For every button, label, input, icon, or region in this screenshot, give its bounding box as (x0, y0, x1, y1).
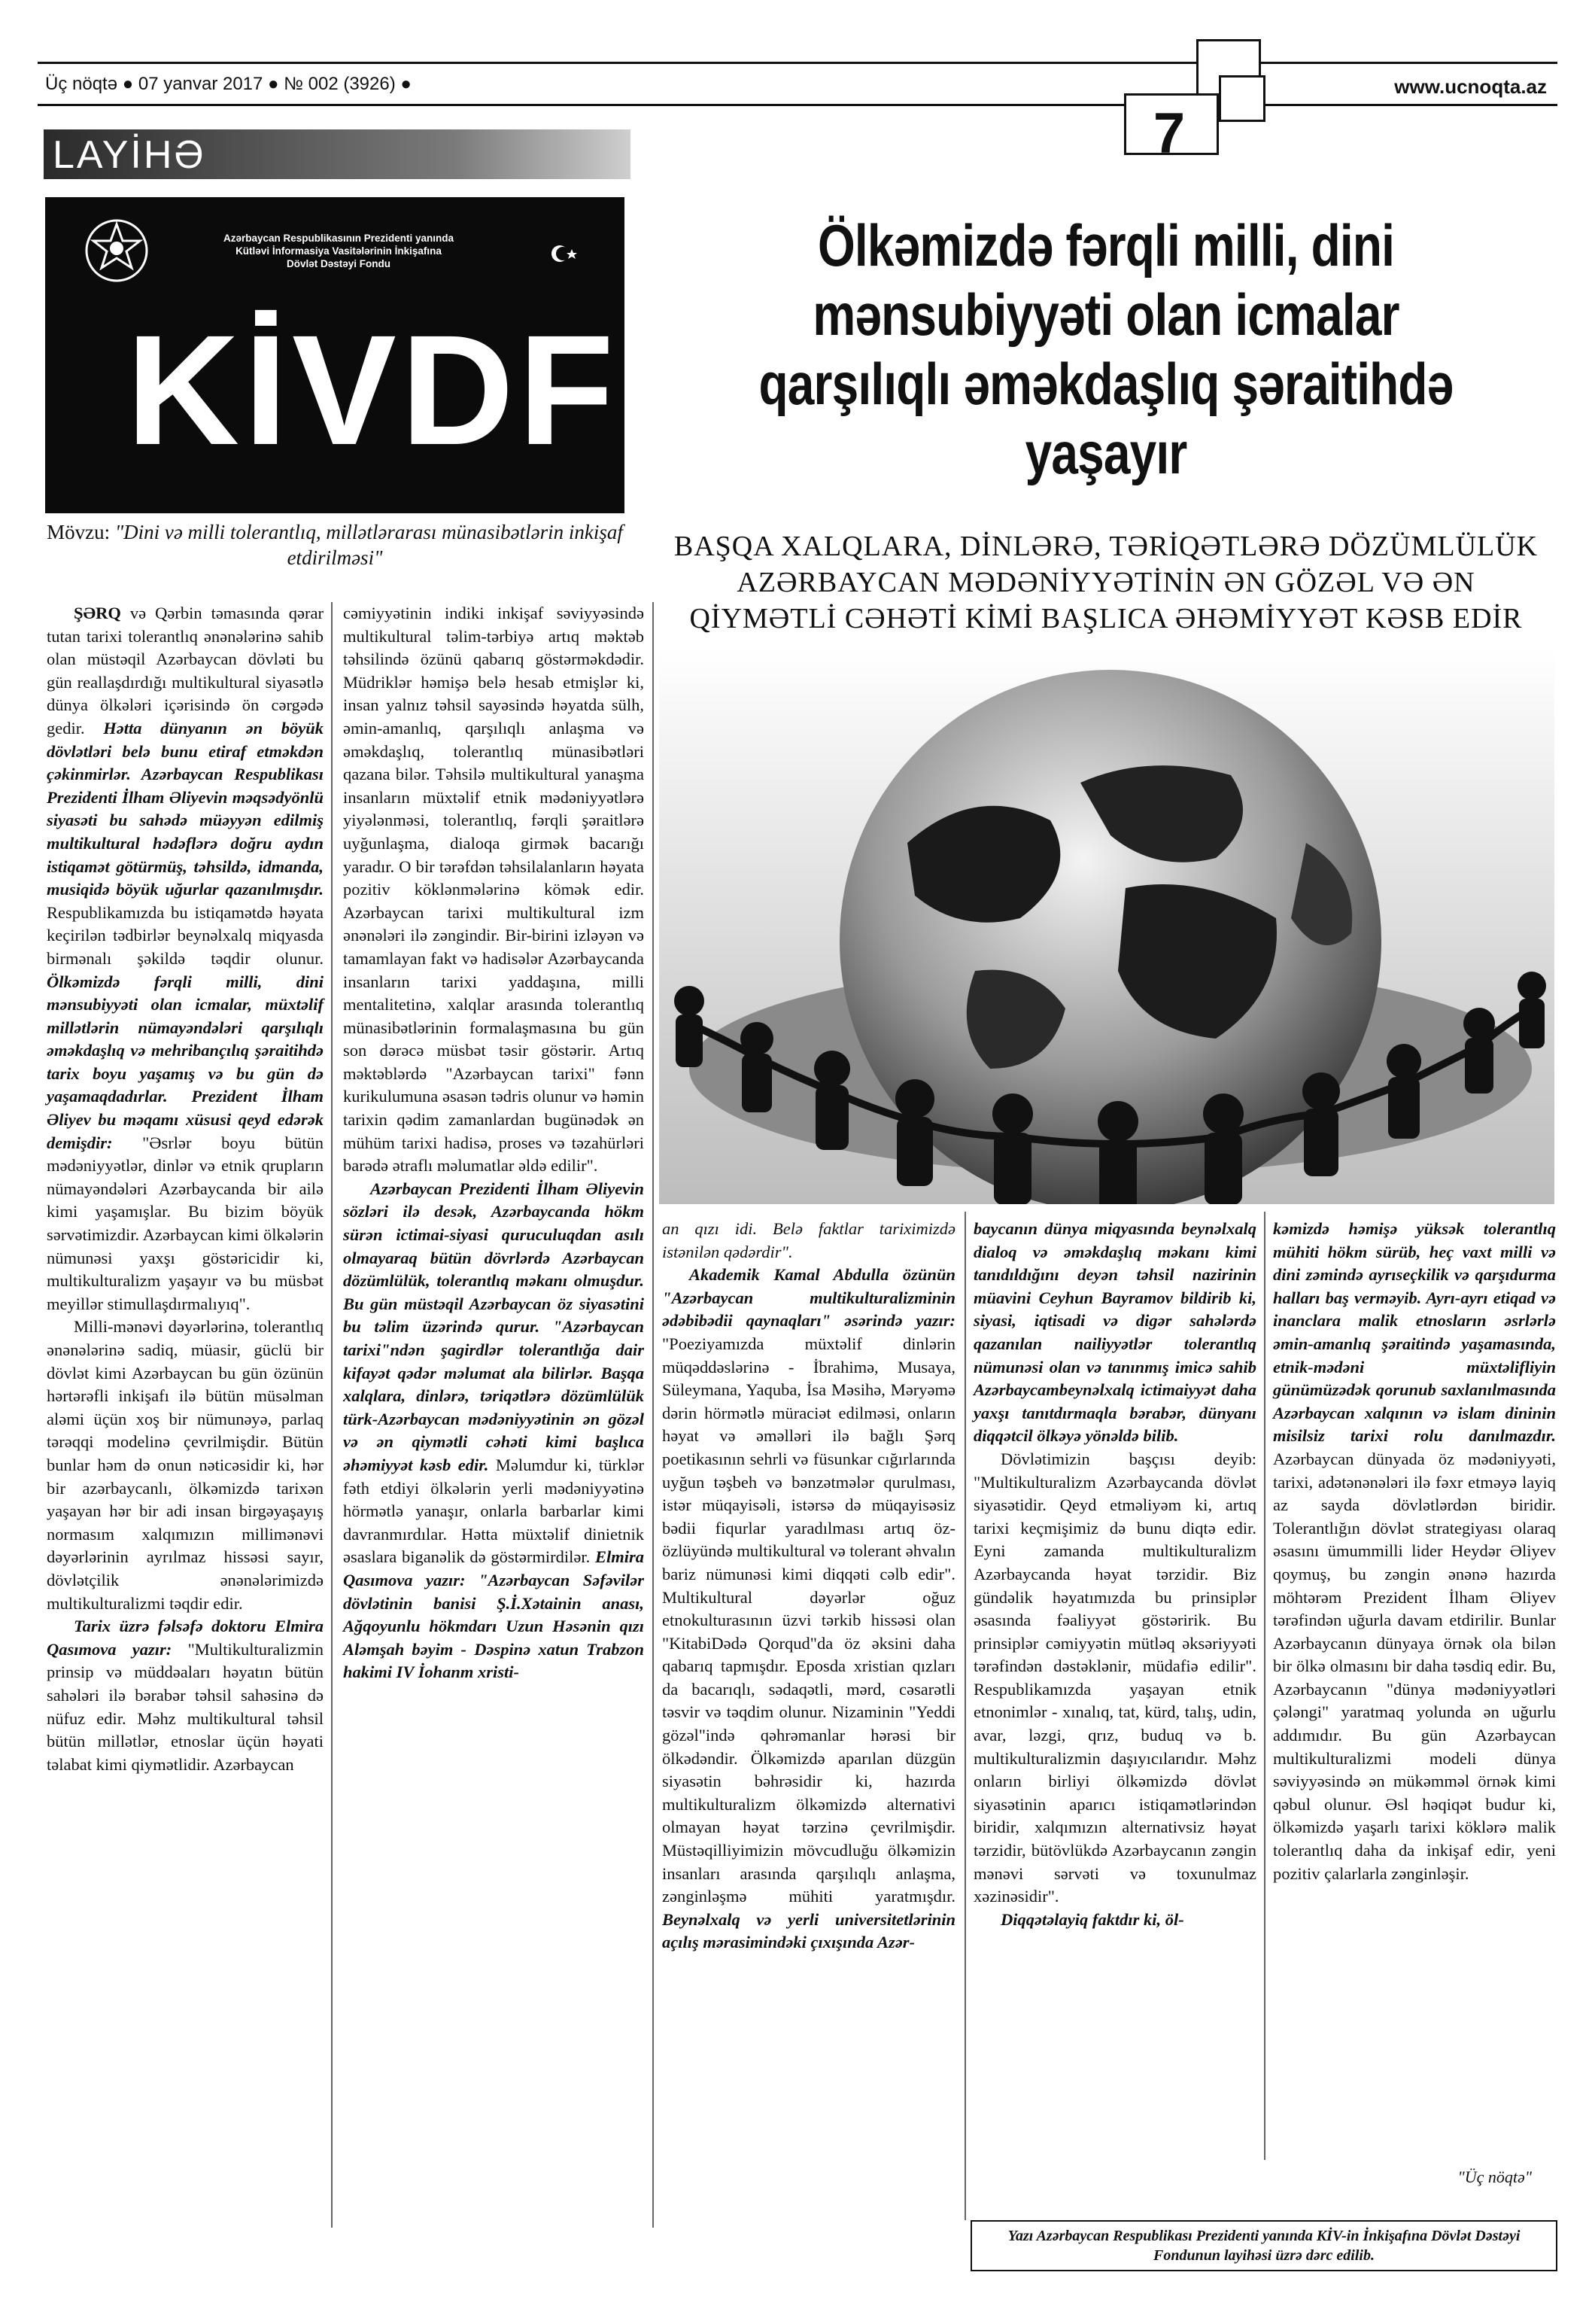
issue-number: № 002 (3926) (284, 74, 396, 94)
article-column-1 (47, 602, 324, 1776)
logo-org-line: Dövlət Dəstəyi Fondu (286, 258, 391, 269)
article-paragraph (47, 1316, 324, 1615)
masthead-line (45, 74, 412, 95)
text-run: Respublikamızda bu istiqamətdə həyata keçirilən tədbirlər beynəlxalq miqyasda birmənalı şəkildə təqdir olunur. (47, 902, 324, 968)
article-paragraph (47, 1615, 324, 1776)
text-run: Ölkəmizdə fərqli milli, dini mənsubiyyəti olan icmalar, müxtəlif millətlərin nümayəndələri qarşılıqlı əməkdaşlıq və mehribançılıq şəraitihdə tarix boyu yaşamış və bu gün də yaşamaqdadırlar. Prezident İlham Əliyev bu məqamı xüsusi qeyd edərək demişdir: (47, 972, 324, 1152)
article-column-4 (974, 1218, 1256, 1931)
text-run: baycanın dünya miqyasında beynəlxalq dialoq və əməkdaşlıq məkanı kimi tanıdıldığını deyən təhsil nazirinin müavini Ceyhun Bayramov bildirib ki, siyasi, iqtisadi və digər sahələrdə qazanılan nailiyyətlər tolerantlıq nümunəsi olan və tanınmış imicə sahib Azərbaycambeynəlxalq ictimaiyyət daha yaxşı tanıtdırmaqla bərabər, dünyanı diqqətcil ölkəyə yönəldə bilib. (974, 1219, 1256, 1446)
article-paragraph (974, 1909, 1256, 1932)
article-paragraph (47, 602, 324, 1316)
text-run: "Multikulturalizmin prinsip və müddəaları həyatın bütün sahələri ilə bərabər təhsil sahəsinə də nüfuz edir. Məhz multikultural təhsil bütün millətlər, etnoslar üçün həyati təlabat kimi qiymətlidir. Azərbaycan (47, 1639, 324, 1774)
text-run: Dövlətimizin başçısı deyib: "Multikulturalizm Azərbaycanda dövlət siyasətidir. Qeyd etməliyəm ki, artıq tarixi keçmişimiz də bunu diqtə edir. Eyni zamanda multikulturalizm Azərbaycanda həyat tərzidir. Biz gündəlik həyatımızda bu prinsiplər əsasında fəaliyyət göstəririk. Bu prinsiplər cəmiyyətin mütləq əksəriyyəti tərəfindən dəstəklənir, müdafiə edilir". Respublikamızda yaşayan etnik etnonimlər - xınalıq, tat, kürd, talış, udin, avar, ləzgi, qrız, buduq və b. multikulturalizmin daşıyıcılarıdır. Məhz onların birliyi ölkəmizdə dövlət siyasətinin aparıcı istiqamətlərindən biridir, xalqımızın alternativsiz həyat tərzidir, bütövlükdə Azərbaycanın zəngin mənəvi sərvəti və toxunulmaz xəzinəsidir". (974, 1449, 1256, 1906)
text-run: Beynəlxalq və yerli universitetlərinin açılış mərasimindəki çıxışında Azər- (662, 1909, 956, 1952)
globe-people-photo (659, 647, 1554, 1204)
column-divider (1264, 1212, 1265, 2160)
article-column-3 (662, 1218, 956, 1954)
article-paragraph (662, 1264, 956, 1954)
author-credit: "Üç nöqtə" (1457, 2167, 1532, 2186)
text-run: Tarix üzrə fəlsəfə doktoru Elmira Qasımova yazır: (47, 1617, 324, 1659)
column-divider (652, 602, 654, 2228)
article-paragraph (1273, 1218, 1556, 1885)
text-run: "Poeziyamızda müxtəlif dinlərin müqəddəslərinə - İbrahimə, Musaya, Süleymana, Yaquba, İsa Məsihə, Məryəmə dərin hörmətlə müraciət edilməsi, onların həyat və əməlləri ilə bağlı Şərq poetikasının sehrli və füsunkar cığırlarında uyğun təşbeh və bənzətmələr qurulması, istər müqayisəli, istərsə də müqayisəsiz bədii fiqurlar yaradılması artıq öz-özlüyündə multikultural və tolerant əhvalın bariz nümunəsi kimi diqqəti cəlb edir". Multikultural dəyərlər oğuz etnokulturasının üzvi tərkib hissəsi olan "KitabiDədə Qorqud"da öz əksini daha qabarıq tapmışdır. Eposda xristian qızları da bacarıqlı, sədaqətli, mərd, cəsarətli təsvir və təqdim olunur. Nizaminin "Yeddi gözəl"ində qəhrəmanlar hərəsi bir ölkədəndir. Ölkəmizdə aparılan düzgün siyasətin bəhrəsidir ki, hazırda multikulturalizm ölkəmizdə alternativi olmayan həyat tərzinə çevrilmişdir. Müstəqilliyimizin mövcudluğu ölkəmizin insanları arasında qarşılıqlı anlaşma, zənginləşmə mühiti yaratmışdır. (662, 1334, 956, 1906)
text-run: Məlumdur ki, türklər fəth etdiyi ölkələrin yerli mədəniyyətinə hörmətlə yanaşır, onlarla barbarlar kimi davranmırdılar. Hətta müxtəlif dinietnik əsaslara biganəlik də göstərmirdilər. (343, 1455, 644, 1567)
text-run: Milli-mənəvi dəyərlərinə, tolerantlıq ənənələrinə sadiq, müasir, güclü bir dövlət kimi Azərbaycan bu gün özünün hərtərəfli inkişafı ilə bütün müsəlman aləmi üçün xoş bir nümunəyə, parlaq tərəqqi modelinə çevrilmişdir. Bütün bunlar həm də onun nəticəsidir ki, hər bir azərbaycanlı, ölkəmizdə tarixən yaşayan hər bir adi insan birgəyaşayış normasım xalqımızın millimənəvi dəyərlərinin ayrılmaz hissəsi sayır, dövlətçilik ənənələrimizdə multikulturalizmi təqdir edir. (47, 1317, 324, 1613)
text-run: Akademik Kamal Abdulla özünün "Azərbaycan multikulturalizminin ədəbibədii qaynaqları" əsərində yazır: (662, 1265, 956, 1331)
article-paragraph (343, 602, 644, 1178)
article-column-2 (343, 602, 644, 1684)
text-run: ŞƏRQ (74, 604, 121, 622)
text-run: "Əsrlər boyu bütün mədəniyyətlər, dinlər və etnik qrupların nümayəndələri Azərbaycanda bir ailə kimi yaşamışlar. Bu bizim böyük sərvətimizdir. Azərbaycan kimi ölkələrin nümunəsi yaxşı göstəricidir ki, multikulturalizm yaşayır və bu müsbət meyillər stimullaşdırmalıyıq". (47, 1133, 324, 1313)
logo-org-name (143, 232, 534, 270)
logo-abbreviation: KİVDF (126, 303, 618, 478)
article-headline: Ölkəmizdə fərqli milli, dini mənsubiyyəti olan icmalar qarşılıqlı əməkdaşlıq şəraitihdə yaşayır (758, 212, 1454, 486)
column-divider (331, 602, 333, 2228)
section-label: LAYİHƏ (53, 133, 206, 177)
text-run: an qızı idi. Belə faktlar tariximizdə istənilən qədərdir". (662, 1219, 956, 1261)
footer-note: Yazı Azərbaycan Respublikası Prezidenti yanında KİV-in İnkişafına Dövlət Dəstəyi Fondunun layihəsi üzrə dərc edilib. (971, 2220, 1557, 2271)
topic-label: Mövzu: (47, 521, 111, 543)
bullet-icon: ● (122, 74, 138, 94)
page-box-decoration (1219, 75, 1265, 122)
bullet-icon: ● (268, 74, 284, 94)
text-run: və Qərbin təmasında qərar tutan tarixi tolerantlıq ənənələrinə sahib olan müstəqil Azərbaycan dövləti bu gün reallaşdırdığı multikultural siyasətlə dünya ölkələri içərisində ön cərgədə gedir. (47, 604, 324, 738)
website-link[interactable]: www.ucnoqta.az (1394, 75, 1547, 98)
text-run: Diqqətəlayiq faktdır ki, öl- (1001, 1909, 1184, 1929)
text-run: Elmira Qasımova yazır: "Azərbaycan Səfəvilər dövlətinin banisi Ş.İ.Xətainin anası, Ağqoyunlu hökmdarı Uzun Həsənin qızı Aləmşah bəyim - Dəspinə xatun Trabzon hakimi IV İohanm xristi- (343, 1547, 644, 1682)
column-divider (965, 1212, 966, 2220)
header-rule-bottom (38, 104, 1557, 106)
publication-name: Üç nöqtə (45, 74, 118, 94)
emblem-icon (84, 218, 149, 283)
header-rule-top (38, 62, 1557, 64)
text-run: Hətta dünyanın ən böyük dövlətləri belə bunu etiraf etməkdən çəkinmirlər. Azərbaycan Respublikası Prezidenti İlham Əliyevin məqsədyönlü siyasəti bu sahədə müəyyən edilmiş multikultural hədəflərə doğru aydın istiqamət götürmüş, təhsildə, idmanda, musiqidə böyük uğurlar qazanılmışdır. (47, 718, 324, 899)
article-column-5 (1273, 1218, 1556, 1885)
issue-date: 07 yanvar 2017 (138, 74, 263, 94)
article-paragraph (974, 1218, 1256, 1448)
logo-org-line: Kütləvi İnformasiya Vasitələrinin İnkişafına (235, 245, 442, 257)
article-paragraph (343, 1178, 644, 1684)
page-number: 7 (1153, 102, 1186, 166)
text-run: Azərbaycan dünyada öz mədəniyyəti, tarixi, adətənənələri ilə fəxr etməyə layiq az sayda dövlətlərdən biridir. Tolerantlığın dövlət strategiyası olaraq əsasını ümummilli lider Heydər Əliyev qoymuş, bu zəngin ənənə hazırda möhtərəm Prezident İlham Əliyev tərəfindən uğurla davam etdirilir. Bunlar Azərbaycanın dünyaya örnək ola bilən bir ölkə olmasını bir daha təsdiq edir. Bu, Azərbaycanın "dünya mədəniyyətləri çələngi" yaratmaq yolunda ən uğurlu addımıdır. Bu gün Azərbaycan multikulturalizmi modeli dünya səviyyəsində ən mükəmməl örnək kimi qəbul olunur. Əsl həqiqət budur ki, ölkəmizdə yaşarlı tarixi köklərə malik tolerantlıq daha da inkişaf edir, yeni pozitiv çalarlarla zənginləşir. (1273, 1449, 1556, 1883)
bullet-icon: ● (400, 74, 412, 94)
crescent-star-icon (549, 242, 579, 265)
article-subheadline: BAŞQA XALQLARA, DİNLƏRƏ, TƏRİQƏTLƏRƏ DÖZÜMLÜLÜK AZƏRBAYCAN MƏDƏNİYYƏTİNİN ƏN GÖZƏL VƏ ƏN QİYMƏTLİ CƏHƏTİ KİMİ BAŞLICA ƏHƏMİYYƏT KƏSB EDİR (673, 531, 1539, 634)
article-paragraph (974, 1448, 1256, 1909)
topic-line (45, 519, 624, 570)
article-paragraph (662, 1218, 956, 1264)
topic-text: "Dini və milli tolerantlıq, millətlərarası münasibətlərin inkişaf etdirilməsi" (114, 521, 623, 569)
text-run: Azərbaycan Prezidenti İlham Əliyevin sözləri ilə desək, Azərbaycanda hökm sürən ictimai-siyasi quruculuqdan asılı olmayaraq bütün dövrlərdə Azərbaycan dözümlülük, tolerantlıq məkanı olmuşdur. Bu gün müstəqil Azərbaycan öz siyasətini bu təlim üzərində qurur. "Azərbaycan tarixi"ndən şagirdlər tolerantlığa dair kifayət qədər məlumat ala bilirlər. Başqa xalqlara, dinlərə, təriqətlərə dözümlülük türk-Azərbaycan mədəniyyətinin ən gözəl və ən qiymətli cəhəti kimi başlıca əhəmiyyət kəsb edir. (343, 1179, 644, 1474)
text-run: kəmizdə həmişə yüksək tolerantlıq mühiti hökm sürüb, heç vaxt milli və dini zəmində ayrıseçkilik və qarşıdurma halları baş verməyib. Ayrı-ayrı etiqad və inanclara malik etnosların əsrlərlə əmin-amanlıq şəraitində yaşamasında, etnik-mədəni müxtəlifliyin günümüzədək qorunub saxlanılmasında Azərbaycan xalqının və islam dininin misilsiz tarixi rolu danılmazdır. (1273, 1219, 1556, 1446)
logo-org-line: Azərbaycan Respublikasının Prezidenti yanında (223, 233, 454, 244)
text-run: cəmiyyətinin indiki inkişaf səviyyəsində multikultural təlim-tərbiyə artıq məktəb təhsilində özünü qabarıq göstərməkdədir. Müdriklər həmişə belə hesab etmişlər ki, insan yalnız təhsil sayəsində həyatda sülh, əmin-amanlıq, qarşılıqlı anlaşma və əməkdaşlıq, tolerantlıq münasibətləri qazana bilər. Təhsilə multikultural yanaşma insanların müxtəlif etnik mədəniyyətlərə yiyələnməsi, tolerantlıq, fərqli şəraitlərə uyğunlaşma, dialoqa girmək bacarığı yaradır. O bir tərəfdən təhsilalanların həyata pozitiv köklənmələrinə kömək edir. Azərbaycan tarixi multikultural izm ənənələri ilə zəngindir. Bir-birini izləyən və tamamlayan fakt və hadisələr Azərbaycanda insanların tarixi yaddaşına, milli mentalitetinə, xalqlar arasında tolerantlıq münasibətlərinin formalaşmasına bu gün son dərəcə müsbət təsir göstərir. Artıq məktəblərdə "Azərbaycan tarixi" fənn kurikulumuna əsasən tədris olunur və həmin tarixin qədim zamanlardan bugünədək ən mühüm tarixi hadisə, proses və təzahürləri barədə ətraflı məlumatlar əldə edilir". (343, 604, 644, 1176)
